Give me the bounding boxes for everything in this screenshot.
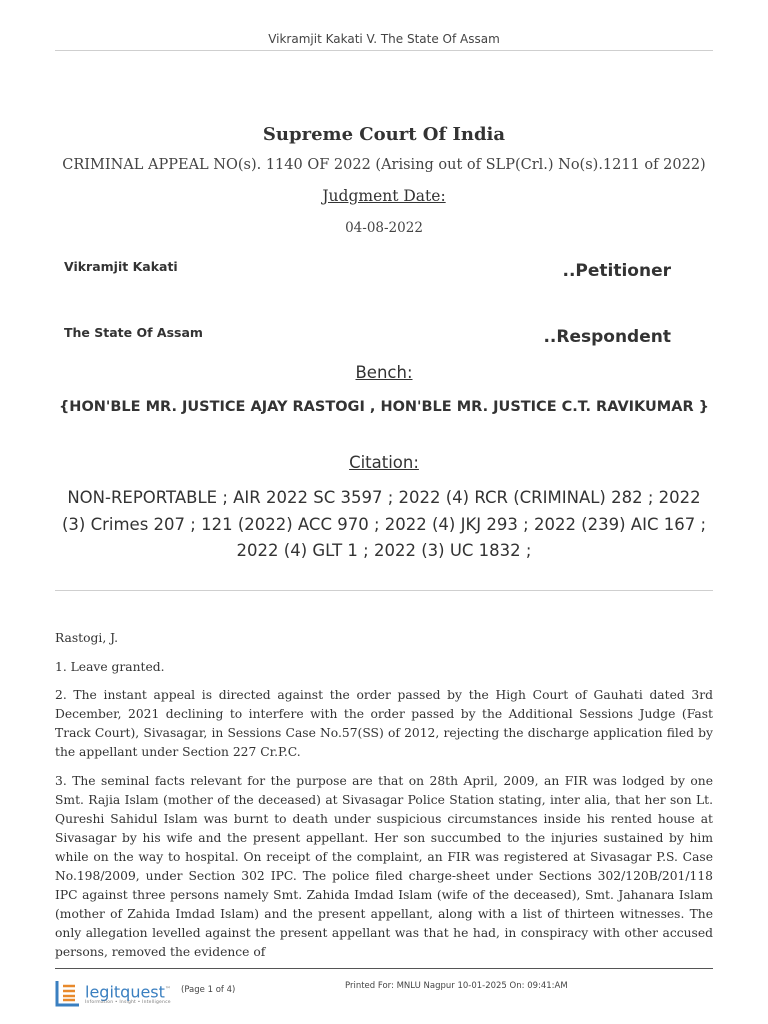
header-divider <box>55 50 713 51</box>
legitquest-logo <box>54 977 171 1009</box>
respondent-role: ..Respondent <box>543 327 671 347</box>
footer-divider <box>55 968 713 969</box>
page-indicator: (Page 1 of 4) <box>181 985 236 995</box>
logo-name: legitquest <box>85 982 165 1002</box>
author-line: Rastogi, J. <box>55 631 119 645</box>
logo-trademark: ™ <box>164 985 171 993</box>
running-head: Vikramjit Kakati V. The State Of Assam <box>268 32 500 46</box>
paragraph-2: 2. The instant appeal is directed against the order passed by the High Court of Gauhati dated 3rd December, 2021 declining to interfere with the order passed by the Additional Sessions Judge (Fast Track Court), Sivasagar, in Sessions Case No.57(SS) of 2012, rejecting the discharge application filed by the appellant under Section 227 Cr.P.C. <box>55 688 713 759</box>
judgment-date: 04-08-2022 <box>345 220 423 236</box>
logo-tagline: Information • Insight • Intelligence <box>85 1000 171 1006</box>
bench-names: {HON'BLE MR. JUSTICE AJAY RASTOGI , HON'BLE MR. JUSTICE C.T. RAVIKUMAR } <box>58 399 709 415</box>
paragraph-3: 3. The seminal facts relevant for the purpose are that on 28th April, 2009, an FIR was lodged by one Smt. Rajia Islam (mother of the deceased) at Sivasagar Police Station stating, inter alia, that her son Lt. Qureshi Sahidul Islam was burnt to death under suspicious circumstances inside his rented house at Sivasagar by his wife and the present appellant. Her son succumbed to the injuries sustained by him while on the way to hospital. On receipt of the complaint, an FIR was registered at Sivasagar P.S. Case No.198/2009, under Section 302 IPC. The police filed charge-sheet under Sections 302/120B/201/118 IPC against three persons namely Smt. Zahida Imdad Islam (wife of the deceased), Smt. Jahanara Islam (mother of Zahida Imdad Islam) and the present appellant, along with a list of thirteen witnesses. The only allegation levelled against the present appellant was that he had, in conspiracy with other accused persons, removed the evidence of <box>55 773 713 959</box>
judgment-body <box>55 629 713 961</box>
respondent-name: The State Of Assam <box>64 325 203 340</box>
section-divider <box>55 590 713 591</box>
citation-text: NON-REPORTABLE ; AIR 2022 SC 3597 ; 2022 (4) RCR (CRIMINAL) 282 ; 2022 (3) Crimes 207 ; 121 (2022) ACC 970 ; 2022 (4) JKJ 293 ; 2022 (239) AIC 167 ; 2022 (4) GLT 1 ; 2022 (3) UC 1832 ; <box>61 488 707 560</box>
logo-wordmark <box>85 981 171 1005</box>
citation-label: Citation: <box>349 453 419 472</box>
paragraph-1: 1. Leave granted. <box>55 659 165 674</box>
court-title: Supreme Court Of India <box>262 124 506 145</box>
bench-label: Bench: <box>355 363 413 382</box>
petitioner-name: Vikramjit Kakati <box>64 259 178 274</box>
judgment-date-label: Judgment Date: <box>322 187 446 205</box>
petitioner-role: ..Petitioner <box>562 261 671 281</box>
book-stack-icon <box>54 978 82 1008</box>
printed-info: Printed For: MNLU Nagpur 10-01-2025 On: 09:41:AM <box>345 981 568 991</box>
case-number: CRIMINAL APPEAL NO(s). 1140 OF 2022 (Arising out of SLP(Crl.) No(s).1211 of 2022) <box>62 157 706 173</box>
